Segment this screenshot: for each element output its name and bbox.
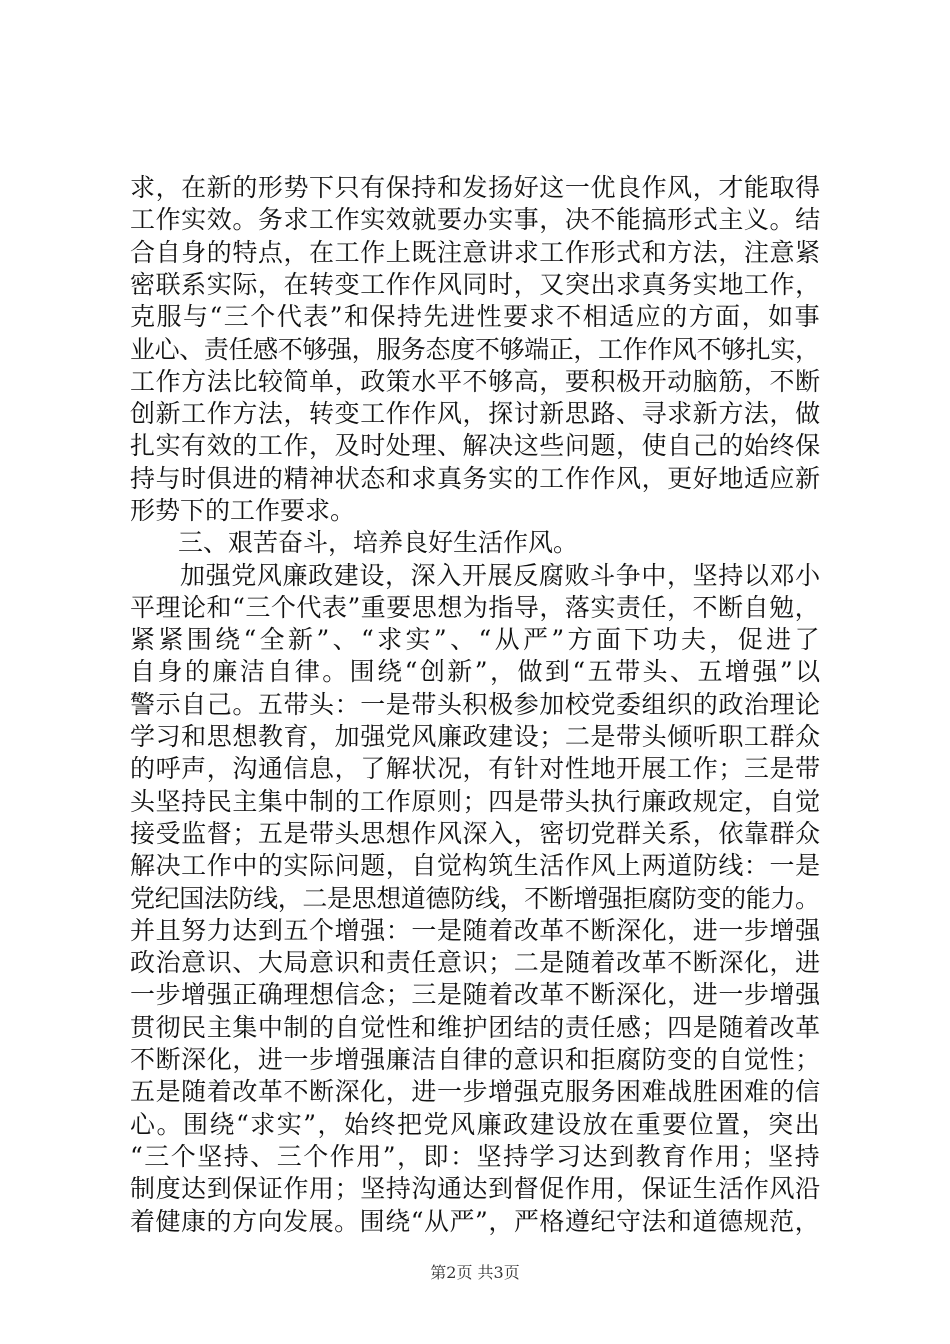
text-line: 解决工作中的实际问题，自觉构筑生活作风上两道防线：一是: [130, 851, 821, 880]
text-line: “三个坚持、三个作用”，即：坚持学习达到教育作用；坚持: [130, 1142, 822, 1171]
text-line: 心。围绕“求实”，始终把党风廉政建设放在重要位置，突出: [130, 1110, 822, 1139]
text-line: 业心、责任感不够强，服务态度不够端正，工作作风不够扎实，: [130, 335, 820, 364]
text-line: 三、艰苦奋斗，培养良好生活作风。: [178, 528, 579, 557]
text-line: 工作方法比较简单，政策水平不够高，要积极开动脑筋，不断: [130, 367, 821, 396]
text-line: 加强党风廉政建设，深入开展反腐败斗争中，坚持以邓小: [180, 561, 821, 590]
text-line: 政治意识、大局意识和责任意识；二是随着改革不断深化，进: [130, 948, 821, 977]
page-footer: 第2页 共3页: [430, 1263, 520, 1282]
text-line: 制度达到保证作用；坚持沟通达到督促作用，保证生活作风沿: [130, 1174, 821, 1203]
text-line: 不断深化，进一步增强廉洁自律的意识和拒腐防变的自觉性；: [130, 1045, 821, 1074]
text-line: 求，在新的形势下只有保持和发扬好这一优良作风，才能取得: [130, 173, 821, 202]
text-line: 自身的廉洁自律。围绕“创新”，做到“五带头、五增强”以: [130, 657, 823, 686]
text-line: 扎实有效的工作，及时处理、解决这些问题，使自己的始终保: [130, 431, 821, 460]
text-line: 克服与“三个代表”和保持先进性要求不相适应的方面，如事: [130, 302, 822, 331]
text-line: 学习和思想教育，加强党风廉政建设；二是带头倾听职工群众: [130, 722, 821, 751]
text-line: 五是随着改革不断深化，进一步增强克服务困难战胜困难的信: [130, 1077, 821, 1106]
text-line: 接受监督；五是带头思想作风深入，密切党群关系，依靠群众: [130, 819, 821, 848]
text-line: 持与时俱进的精神状态和求真务实的工作作风，更好地适应新: [130, 464, 821, 493]
text-line: 形势下的工作要求。: [130, 496, 356, 525]
text-line: 工作实效。务求工作实效就要办实事，决不能搞形式主义。结: [130, 205, 821, 234]
text-line: 一步增强正确理想信念；三是随着改革不断深化，进一步增强: [130, 980, 821, 1009]
text-line: 平理论和“三个代表”重要思想为指导，落实责任，不断自勉，: [130, 593, 821, 622]
text-line: 着健康的方向发展。围绕“从严”，严格遵纪守法和道德规范，: [130, 1207, 821, 1236]
text-line: 密联系实际，在转变工作作风同时，又突出求真务实地工作，: [130, 270, 821, 299]
text-line: 并且努力达到五个增强：一是随着改革不断深化，进一步增强: [130, 916, 821, 945]
text-line: 合自身的特点，在工作上既注意讲求工作形式和方法，注意紧: [130, 238, 821, 267]
text-line: 创新工作方法，转变工作作风，探讨新思路、寻求新方法，做: [130, 399, 821, 428]
text-line: 紧紧围绕“全新”、“求实”、“从严”方面下功夫，促进了: [130, 625, 823, 654]
text-line: 头坚持民主集中制的工作原则；四是带头执行廉政规定，自觉: [130, 787, 821, 816]
text-line: 贯彻民主集中制的自觉性和维护团结的责任感；四是随着改革: [130, 1013, 821, 1042]
text-line: 党纪国法防线，二是思想道德防线，不断增强拒腐防变的能力。: [130, 884, 820, 913]
text-line: 的呼声，沟通信息，了解状况，有针对性地开展工作；三是带: [130, 754, 821, 783]
text-line: 警示自己。五带头：一是带头积极参加校党委组织的政治理论: [130, 690, 821, 719]
